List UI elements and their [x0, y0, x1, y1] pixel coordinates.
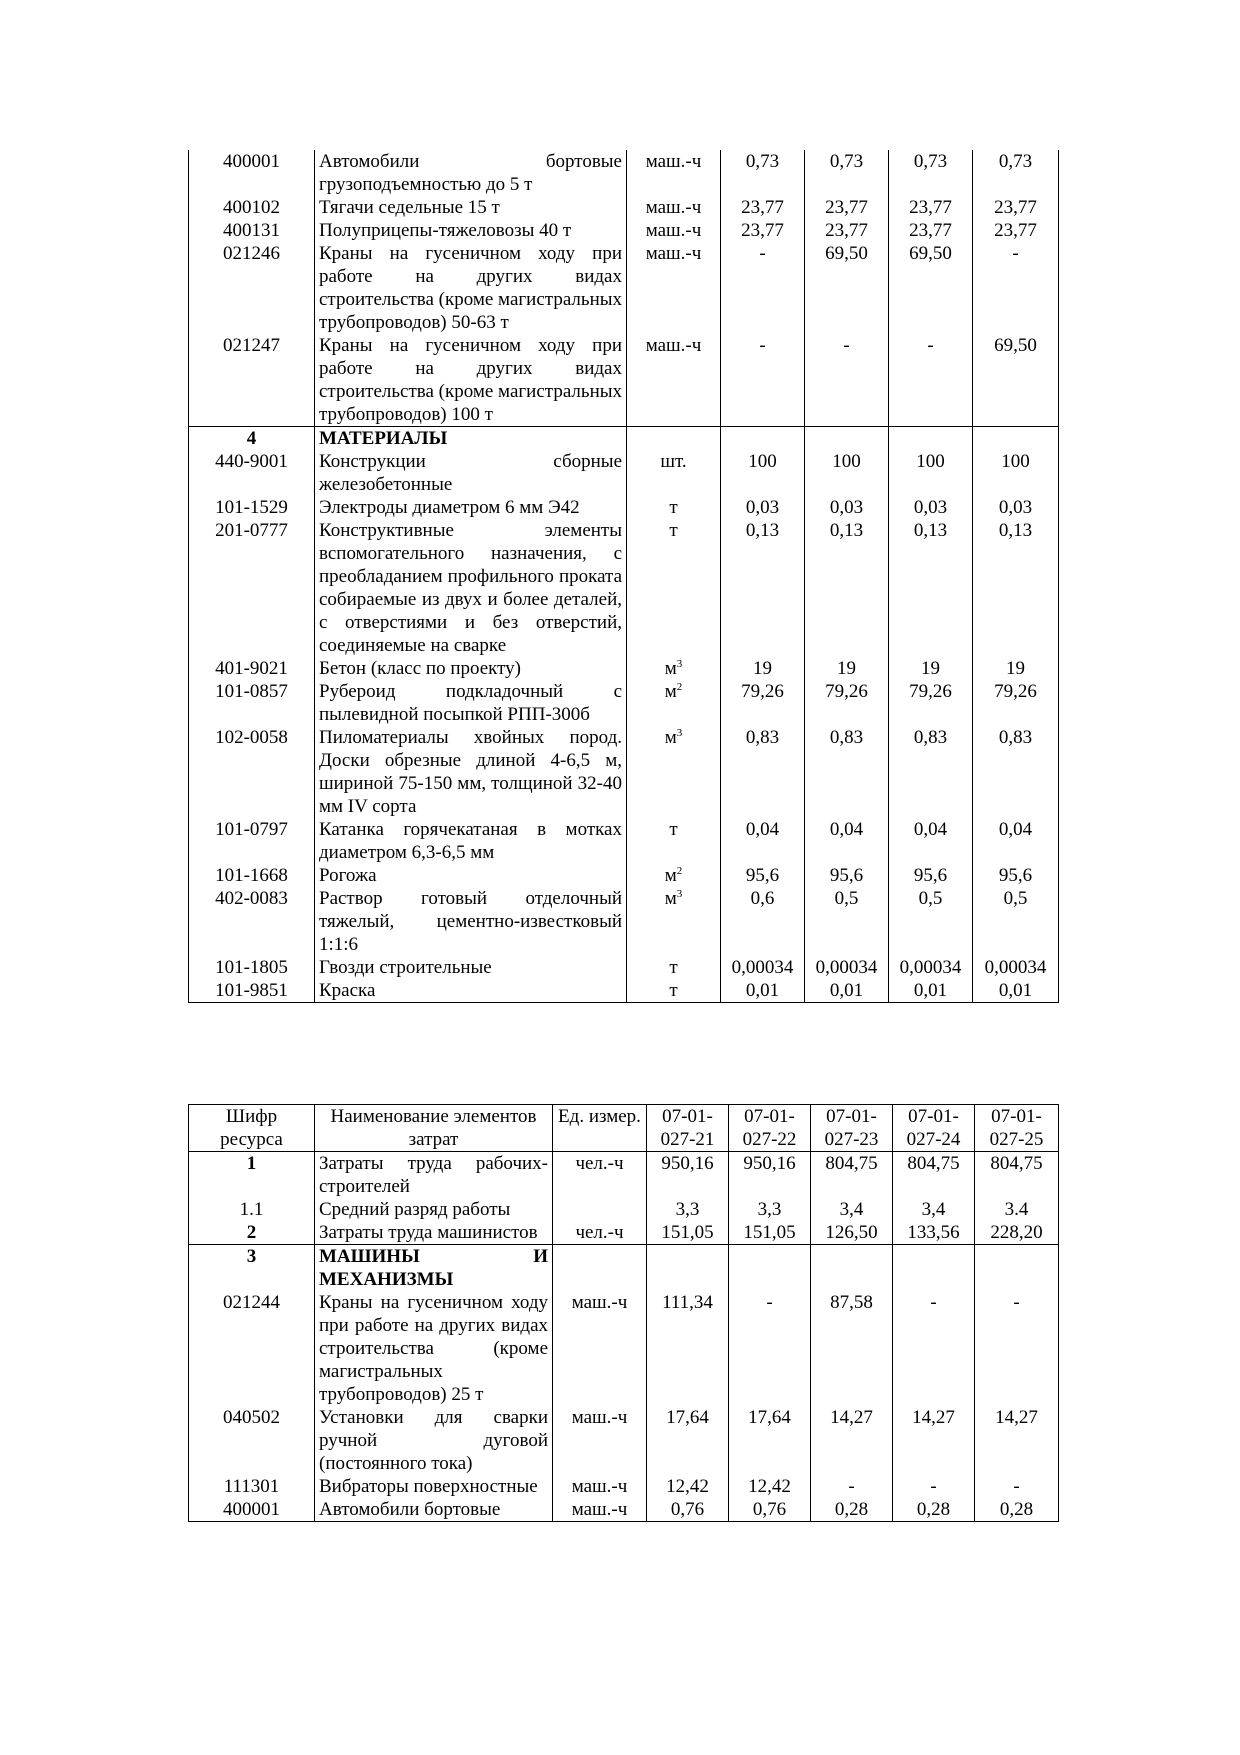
value-cell: -: [805, 334, 889, 427]
table-row: [189, 450, 1059, 496]
header-col-25: 07-01-027-25: [975, 1105, 1059, 1152]
value-cell: 100: [889, 450, 973, 496]
unit: [627, 150, 721, 196]
header-name: Наименование элементов затрат: [315, 1105, 553, 1152]
value-cell: 950,16: [647, 1152, 729, 1199]
header-col-21: 07-01-027-21: [647, 1105, 729, 1152]
value-cell: 0,03: [721, 496, 805, 519]
value-cell: 0,76: [729, 1498, 811, 1522]
table-row: [189, 864, 1059, 887]
value-cell: 69,50: [973, 334, 1059, 427]
value-cell: 23,77: [805, 196, 889, 219]
resource-code: 400001: [189, 1498, 315, 1522]
resource-code: 021244: [189, 1291, 315, 1406]
unit-label: т: [669, 957, 678, 978]
unit-label: т: [669, 520, 678, 541]
value-cell: 14,27: [975, 1406, 1059, 1475]
value-cell: 23,77: [973, 196, 1059, 219]
resource-table-continued: [188, 150, 1059, 1003]
value-cell: 3,4: [811, 1198, 893, 1221]
table-row: [189, 726, 1059, 818]
unit-label: чел.-ч: [575, 1153, 624, 1174]
value-cell: 14,27: [893, 1406, 975, 1475]
value-cell: 19: [973, 657, 1059, 680]
unit-label: т: [669, 980, 678, 1001]
value-cell: 19: [721, 657, 805, 680]
table-row: [189, 657, 1059, 680]
value-cell: 0,03: [973, 496, 1059, 519]
resource-name: Установки для сварки ручной дуговой (постоянного тока): [315, 1406, 553, 1475]
unit: [553, 1291, 647, 1406]
table-row: [189, 1221, 1059, 1245]
value-cell: 0,00034: [721, 956, 805, 979]
section-row: [189, 1245, 1059, 1292]
resource-name: Тягачи седельные 15 т: [315, 196, 627, 219]
header-code: Шифр ресурса: [189, 1105, 315, 1152]
value-cell: 0,04: [805, 818, 889, 864]
unit: [627, 726, 721, 818]
unit-label: м: [664, 727, 677, 748]
value-cell: 0,00034: [973, 956, 1059, 979]
resource-code: 021246: [189, 242, 315, 334]
table-row: [189, 1152, 1059, 1199]
unit-label: маш.-ч: [645, 243, 702, 264]
unit: [553, 1152, 647, 1199]
unit-exponent: 3: [676, 727, 683, 739]
value-cell: 0,00034: [805, 956, 889, 979]
value-cell: 0,6: [721, 887, 805, 956]
resource-name: Автомобили бортовые грузоподъемностью до 5 т: [315, 150, 627, 196]
unit: [627, 979, 721, 1003]
resource-name: Краны на гусеничном ходу при работе на других видах строительства (кроме магистральных трубопроводов) 50-63 т: [315, 242, 627, 334]
table-row: [189, 334, 1059, 427]
value-cell: 23,77: [889, 219, 973, 242]
unit-label: маш.-ч: [571, 1292, 628, 1313]
value-cell: 0,73: [973, 150, 1059, 196]
value-cell: -: [889, 334, 973, 427]
unit-label: чел.-ч: [575, 1222, 624, 1243]
resource-table: [188, 1104, 1059, 1522]
value-cell: 0,83: [721, 726, 805, 818]
value-cell: 0,5: [889, 887, 973, 956]
resource-code: 111301: [189, 1475, 315, 1498]
table-row: [189, 519, 1059, 657]
value-cell: 950,16: [729, 1152, 811, 1199]
unit-label: м: [664, 865, 677, 886]
unit-label: м: [664, 658, 677, 679]
value-cell: 0,01: [805, 979, 889, 1003]
unit-label: т: [669, 497, 678, 518]
resource-code: 102-0058: [189, 726, 315, 818]
value-cell: 0,03: [889, 496, 973, 519]
value-cell: [805, 427, 889, 451]
resource-name: Гвозди строительные: [315, 956, 627, 979]
resource-name: Краска: [315, 979, 627, 1003]
value-cell: 23,77: [721, 196, 805, 219]
unit: [553, 1221, 647, 1245]
unit: [627, 242, 721, 334]
resource-name: Затраты труда рабочих-строителей: [315, 1152, 553, 1199]
value-cell: 0,13: [721, 519, 805, 657]
unit-label: маш.-ч: [571, 1499, 628, 1520]
value-cell: 87,58: [811, 1291, 893, 1406]
value-cell: 100: [805, 450, 889, 496]
value-cell: -: [893, 1475, 975, 1498]
value-cell: 79,26: [889, 680, 973, 726]
section-row: [189, 427, 1059, 451]
unit: [627, 680, 721, 726]
unit: [627, 657, 721, 680]
value-cell: 69,50: [805, 242, 889, 334]
table-row: [189, 1198, 1059, 1221]
unit: [627, 864, 721, 887]
value-cell: 17,64: [647, 1406, 729, 1475]
value-cell: 23,77: [973, 219, 1059, 242]
unit-label: маш.-ч: [645, 151, 702, 172]
value-cell: 0,73: [721, 150, 805, 196]
value-cell: 151,05: [647, 1221, 729, 1245]
value-cell: 0,13: [805, 519, 889, 657]
value-cell: 14,27: [811, 1406, 893, 1475]
value-cell: 0,13: [889, 519, 973, 657]
resource-name: Рубероид подкладочный с пылевидной посыпкой РПП-300б: [315, 680, 627, 726]
value-cell: 111,34: [647, 1291, 729, 1406]
unit-label: т: [669, 819, 678, 840]
resource-code: 401-9021: [189, 657, 315, 680]
unit-label: маш.-ч: [571, 1476, 628, 1497]
resource-code: 101-1529: [189, 496, 315, 519]
resource-code: 1: [189, 1152, 315, 1199]
unit-label: шт.: [660, 451, 687, 472]
value-cell: 79,26: [973, 680, 1059, 726]
unit: [627, 196, 721, 219]
value-cell: 0,01: [973, 979, 1059, 1003]
unit-exponent: 3: [676, 658, 683, 670]
value-cell: 0,28: [975, 1498, 1059, 1522]
unit: [553, 1498, 647, 1522]
value-cell: 0,04: [889, 818, 973, 864]
value-cell: 804,75: [811, 1152, 893, 1199]
resource-code: 400102: [189, 196, 315, 219]
value-cell: -: [721, 334, 805, 427]
value-cell: 0,73: [805, 150, 889, 196]
resource-code: 101-1805: [189, 956, 315, 979]
unit: [627, 956, 721, 979]
value-cell: 804,75: [893, 1152, 975, 1199]
unit-label: маш.-ч: [645, 197, 702, 218]
value-cell: 0,83: [889, 726, 973, 818]
value-cell: 0,00034: [889, 956, 973, 979]
value-cell: 69,50: [889, 242, 973, 334]
table-row: [189, 887, 1059, 956]
value-cell: [811, 1245, 893, 1292]
value-cell: [893, 1245, 975, 1292]
resource-name: Конструктивные элементы вспомогательного назначения, с преобладанием профильного проката собираемые из двух и более деталей, с отверстиями и без отверстий, соединяемые на сварке: [315, 519, 627, 657]
unit: [627, 334, 721, 427]
resource-name: Бетон (класс по проекту): [315, 657, 627, 680]
resource-name: Катанка горячекатаная в мотках диаметром 6,3-6,5 мм: [315, 818, 627, 864]
value-cell: [647, 1245, 729, 1292]
unit: [627, 219, 721, 242]
resource-code: 1.1: [189, 1198, 315, 1221]
value-cell: 0,04: [973, 818, 1059, 864]
resource-name: Краны на гусеничном ходу при работе на других видах строительства (кроме магистральных трубопроводов) 100 т: [315, 334, 627, 427]
resource-code: 101-0797: [189, 818, 315, 864]
unit: [627, 427, 721, 451]
resource-code: 2: [189, 1221, 315, 1245]
header-col-23: 07-01-027-23: [811, 1105, 893, 1152]
value-cell: 23,77: [889, 196, 973, 219]
unit: [627, 496, 721, 519]
value-cell: 95,6: [805, 864, 889, 887]
value-cell: 0,04: [721, 818, 805, 864]
resource-code: 201-0777: [189, 519, 315, 657]
unit: [627, 887, 721, 956]
unit: [627, 818, 721, 864]
unit-label: маш.-ч: [645, 335, 702, 356]
value-cell: 0,73: [889, 150, 973, 196]
header-col-22: 07-01-027-22: [729, 1105, 811, 1152]
resource-code: 400001: [189, 150, 315, 196]
table-row: [189, 219, 1059, 242]
value-cell: -: [811, 1475, 893, 1498]
value-cell: 0,76: [647, 1498, 729, 1522]
resource-name: МАШИНЫ И МЕХАНИЗМЫ: [315, 1245, 553, 1292]
resource-code: 402-0083: [189, 887, 315, 956]
resource-name: Средний разряд работы: [315, 1198, 553, 1221]
unit-exponent: 2: [676, 681, 683, 693]
value-cell: 19: [889, 657, 973, 680]
resource-name: Автомобили бортовые: [315, 1498, 553, 1522]
value-cell: 95,6: [889, 864, 973, 887]
unit-label: маш.-ч: [571, 1407, 628, 1428]
resource-code: 440-9001: [189, 450, 315, 496]
value-cell: 804,75: [975, 1152, 1059, 1199]
value-cell: [721, 427, 805, 451]
unit: [627, 519, 721, 657]
resource-code: 4: [189, 427, 315, 451]
unit: [627, 450, 721, 496]
value-cell: 0,28: [811, 1498, 893, 1522]
table-row: [189, 196, 1059, 219]
resource-name: Краны на гусеничном ходу при работе на других видах строительства (кроме магистральных трубопроводов) 25 т: [315, 1291, 553, 1406]
value-cell: -: [721, 242, 805, 334]
value-cell: 19: [805, 657, 889, 680]
value-cell: 12,42: [647, 1475, 729, 1498]
table-row: [189, 1475, 1059, 1498]
value-cell: 100: [721, 450, 805, 496]
table-row: [189, 1291, 1059, 1406]
resource-name: Полуприцепы-тяжеловозы 40 т: [315, 219, 627, 242]
table-row: [189, 242, 1059, 334]
resource-name: МАТЕРИАЛЫ: [315, 427, 627, 451]
resource-code: 101-0857: [189, 680, 315, 726]
header-unit: Ед. измер.: [553, 1105, 647, 1152]
unit-exponent: 3: [676, 888, 683, 900]
value-cell: 151,05: [729, 1221, 811, 1245]
value-cell: 0,01: [889, 979, 973, 1003]
value-cell: -: [975, 1475, 1059, 1498]
value-cell: [729, 1245, 811, 1292]
resource-code: 021247: [189, 334, 315, 427]
resource-code: 400131: [189, 219, 315, 242]
value-cell: 23,77: [805, 219, 889, 242]
value-cell: 0,03: [805, 496, 889, 519]
unit-exponent: 2: [676, 865, 683, 877]
value-cell: 0,83: [973, 726, 1059, 818]
value-cell: 3.4: [975, 1198, 1059, 1221]
value-cell: 95,6: [721, 864, 805, 887]
value-cell: -: [973, 242, 1059, 334]
value-cell: 133,56: [893, 1221, 975, 1245]
resource-code: 3: [189, 1245, 315, 1292]
value-cell: 228,20: [975, 1221, 1059, 1245]
unit: [553, 1406, 647, 1475]
value-cell: -: [729, 1291, 811, 1406]
unit: [553, 1475, 647, 1498]
table-row: [189, 1498, 1059, 1522]
resource-name: Раствор готовый отделочный тяжелый, цементно-известковый 1:1:6: [315, 887, 627, 956]
value-cell: 100: [973, 450, 1059, 496]
value-cell: [889, 427, 973, 451]
table-row: [189, 818, 1059, 864]
value-cell: 0,01: [721, 979, 805, 1003]
resource-name: Вибраторы поверхностные: [315, 1475, 553, 1498]
resource-name: Конструкции сборные железобетонные: [315, 450, 627, 496]
unit-label: маш.-ч: [645, 220, 702, 241]
table-row: [189, 680, 1059, 726]
value-cell: [973, 427, 1059, 451]
resource-name: Затраты труда машинистов: [315, 1221, 553, 1245]
table-row: [189, 956, 1059, 979]
value-cell: 126,50: [811, 1221, 893, 1245]
value-cell: -: [893, 1291, 975, 1406]
value-cell: 95,6: [973, 864, 1059, 887]
value-cell: 0,5: [805, 887, 889, 956]
table-row: [189, 496, 1059, 519]
value-cell: -: [975, 1291, 1059, 1406]
table-row: [189, 979, 1059, 1003]
value-cell: 79,26: [721, 680, 805, 726]
table-row: [189, 1406, 1059, 1475]
resource-code: 101-1668: [189, 864, 315, 887]
value-cell: [975, 1245, 1059, 1292]
value-cell: 0,5: [973, 887, 1059, 956]
unit: [553, 1245, 647, 1292]
resource-name: Рогожа: [315, 864, 627, 887]
value-cell: 0,28: [893, 1498, 975, 1522]
value-cell: 3,3: [647, 1198, 729, 1221]
value-cell: 3,4: [893, 1198, 975, 1221]
table-row: [189, 150, 1059, 196]
resource-code: 040502: [189, 1406, 315, 1475]
unit-label: м: [664, 888, 677, 909]
value-cell: 23,77: [721, 219, 805, 242]
value-cell: 12,42: [729, 1475, 811, 1498]
table-header-row: [189, 1105, 1059, 1152]
resource-code: 101-9851: [189, 979, 315, 1003]
resource-name: Электроды диаметром 6 мм Э42: [315, 496, 627, 519]
value-cell: 79,26: [805, 680, 889, 726]
value-cell: 0,13: [973, 519, 1059, 657]
value-cell: 3,3: [729, 1198, 811, 1221]
unit-label: м: [664, 681, 677, 702]
resource-name: Пиломатериалы хвойных пород. Доски обрезные длиной 4-6,5 м, шириной 75-150 мм, толщиной 32-40 мм IV сорта: [315, 726, 627, 818]
unit: [553, 1198, 647, 1221]
value-cell: 0,83: [805, 726, 889, 818]
header-col-24: 07-01-027-24: [893, 1105, 975, 1152]
value-cell: 17,64: [729, 1406, 811, 1475]
